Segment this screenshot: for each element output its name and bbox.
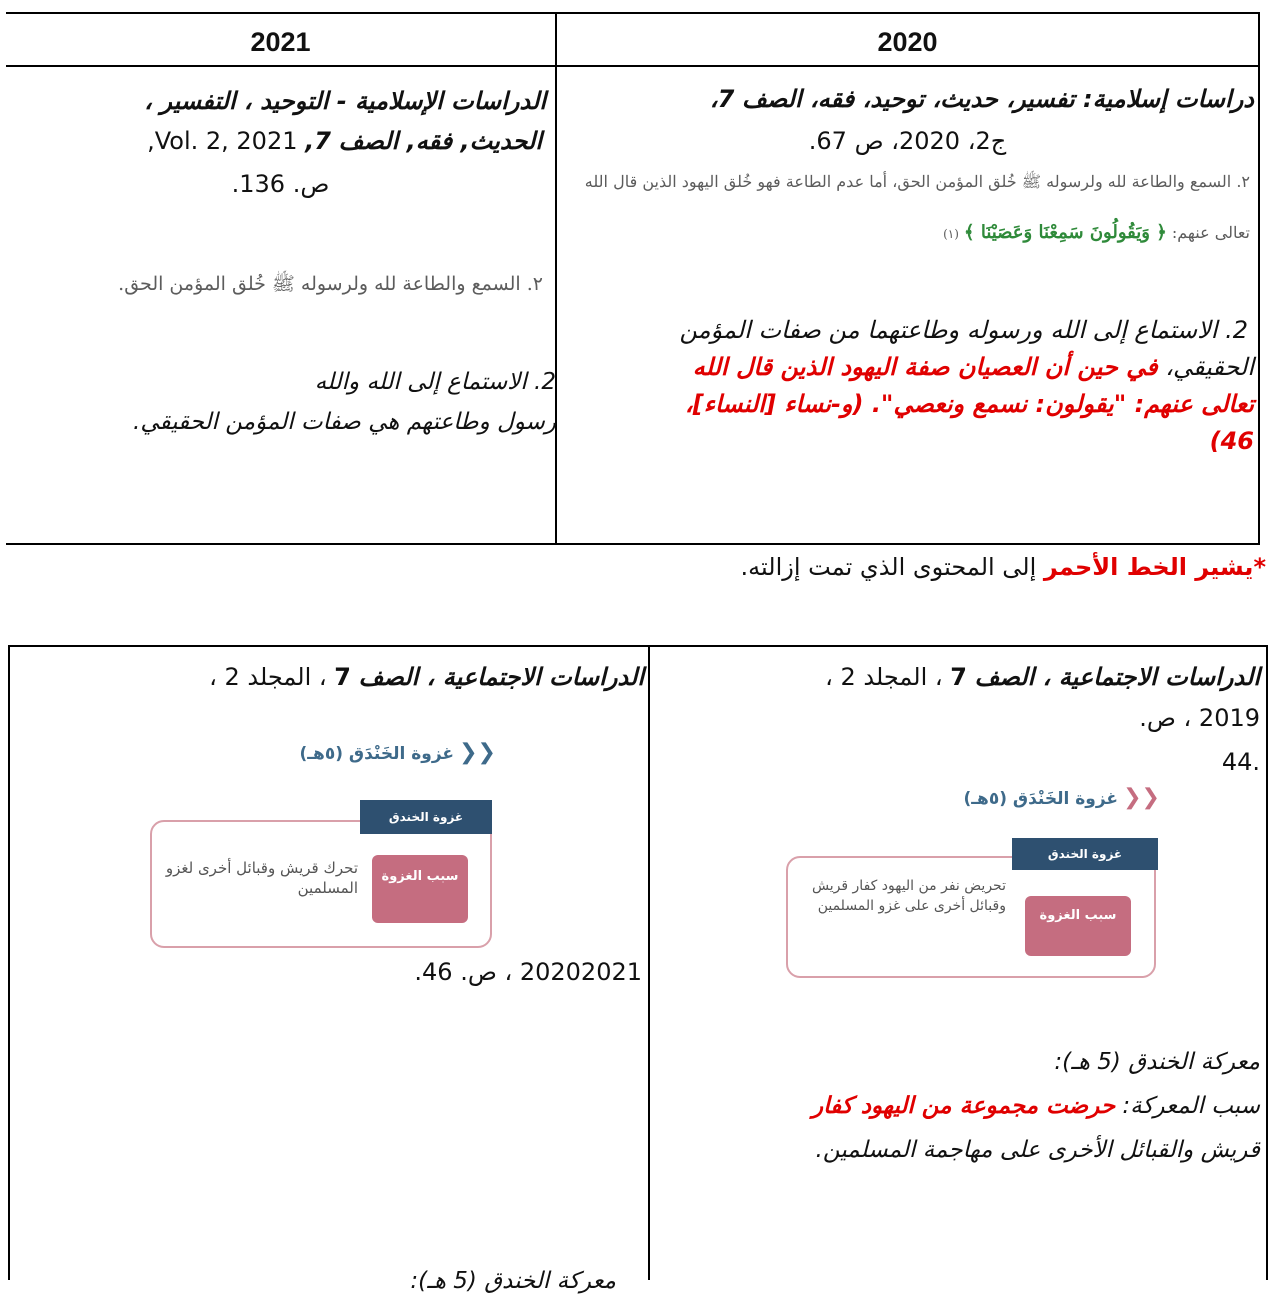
- cite-2021-volume: Vol. 2, 2021,: [147, 127, 298, 155]
- trans-2019-line2-plain: سبب المعركة:: [1122, 1093, 1260, 1119]
- trans-2021-block: [40, 362, 556, 442]
- column-header-2020: 2020: [877, 27, 938, 57]
- cite-2020-line2: ج2، 2020، ص 67.: [808, 127, 1007, 155]
- cite-2021-line1: الدراسات الإسلامية - التوحيد ، التفسير ،: [144, 87, 546, 115]
- ill-2021-heading: [280, 740, 496, 765]
- table1-bottom-border: [6, 543, 1260, 545]
- cut-off-text: معركة الخندق (5 هـ):: [410, 1268, 616, 1294]
- trans-2020-line2-removed: في حين أن العصيان صفة اليهود الذين قال الله: [692, 353, 1158, 381]
- chevron-icon: ❮❮: [1123, 785, 1160, 810]
- legend-note: [366, 553, 1266, 581]
- trans-2021-line1: 2. الاستماع إلى الله والله: [314, 369, 556, 395]
- cite-2021-line3: ص. 136.: [231, 170, 330, 198]
- cite-2021b-grade: 7: [334, 663, 351, 691]
- ill-2021-title: غزوة الخَنْدَق (٥هـ): [299, 744, 455, 764]
- scan-2020-footnote: (١): [943, 227, 959, 241]
- cite-2021b-volume: ، المجلد 2 ،: [209, 663, 327, 691]
- ill-2021-text: تحرك قريش وقبائل أخرى لغزو المسلمين: [165, 859, 358, 897]
- trans-2019-line2: [660, 1084, 1260, 1128]
- cite-2020-grade: 7،: [709, 85, 735, 113]
- cite-2020-line1: [564, 80, 1254, 118]
- cite-2020-title: دراسات إسلامية: تفسير، حديث، توحيد، فقه، الصف: [741, 85, 1254, 113]
- cite-2021-subjects: الحديث, فقه, الصف: [338, 127, 542, 155]
- trans-2019-block: [660, 1040, 1260, 1172]
- table1-center-divider: [555, 12, 557, 545]
- table2-center-divider: [648, 645, 650, 1280]
- ill-2019-badge: سبب الغزوة: [1025, 896, 1131, 956]
- cite-2019-grade: 7: [950, 663, 967, 691]
- table1-right-border: [1258, 12, 1260, 545]
- cite-2021b-line2: 20202021 ، ص. 46.: [414, 958, 642, 986]
- scan-2020-quran-quote: ﴿ وَيَقُولُونَ سَمِعْنَا وَعَصَيْنَا ﴾: [964, 222, 1167, 243]
- trans-2020-line3-removed: تعالى عنهم: "يقولون: نسمع ونعصي". (و-نساء [النساء]،: [684, 390, 1254, 418]
- cite-2021-grade: 7,: [305, 127, 331, 155]
- ill-2019-heading: [940, 785, 1160, 810]
- ill-2019-tab: غزوة الخندق: [1012, 838, 1158, 870]
- cite-2019-line1: [660, 658, 1260, 696]
- table1-top-border: [6, 12, 1260, 14]
- table1-header-divider: [6, 65, 1260, 67]
- scan-2020-line2: [570, 222, 1250, 243]
- cite-2019-volume: ، المجلد 2 ،: [825, 663, 943, 691]
- trans-2021-line2: رسول وطاعتهم هي صفات المؤمن الحقيقي.: [133, 409, 556, 435]
- chevron-icon: ❮❮: [459, 740, 496, 765]
- scan-2020-intro: تعالى عنهم:: [1171, 223, 1250, 242]
- cite-2019-title: الدراسات الاجتماعية ، الصف: [974, 663, 1260, 691]
- table2-top-border: [8, 645, 1268, 647]
- legend-note-rest: إلى المحتوى الذي تمت إزالته.: [740, 553, 1037, 581]
- ill-2021-badge: سبب الغزوة: [372, 855, 468, 923]
- trans-2020-line2-plain: الحقيقي،: [1165, 353, 1254, 381]
- cite-2019-line2: 2019 ، ص.: [1139, 704, 1260, 732]
- cite-2021b-title: الدراسات الاجتماعية ، الصف: [358, 663, 644, 691]
- trans-2020-line2: [564, 349, 1254, 386]
- scan-2021-line1: ٢. السمع والطاعة لله ولرسوله ﷺ خُلق المؤمن الحق.: [118, 273, 543, 295]
- cite-2019-line3: 44.: [1221, 748, 1260, 776]
- ill-2019-text: تحريض نفر من اليهود كفار قريش وقبائل أخرى على غزو المسلمين: [811, 878, 1006, 914]
- column-header-2021: 2021: [250, 27, 311, 57]
- table2-left-border: [8, 645, 10, 1280]
- trans-2019-line1: معركة الخندق (5 هـ):: [1054, 1049, 1260, 1075]
- trans-2020-line4-removed: 46): [1209, 427, 1254, 455]
- trans-2019-line2-removed: حرضت مجموعة من اليهود كفار: [812, 1093, 1116, 1119]
- trans-2019-line3: قريش والقبائل الأخرى على مهاجمة المسلمين.: [815, 1137, 1260, 1163]
- cite-2021b-line1: [16, 658, 644, 696]
- trans-2020-block: [564, 312, 1254, 460]
- table2-right-border: [1266, 645, 1268, 1280]
- ill-2021-tab: غزوة الخندق: [360, 800, 492, 834]
- legend-note-red: *يشير الخط الأحمر: [1043, 553, 1266, 581]
- trans-2020-line1: 2. الاستماع إلى الله ورسوله وطاعتهما من صفات المؤمن: [679, 316, 1248, 344]
- ill-2019-title: غزوة الخَنْدَق (٥هـ): [963, 789, 1119, 809]
- cite-2021-line2: [20, 122, 542, 160]
- scan-2020-line1: ٢. السمع والطاعة لله ولرسوله ﷺ خُلق المؤمن الحق، أما عدم الطاعة فهو خُلق اليهود الذين قال الله: [584, 172, 1250, 191]
